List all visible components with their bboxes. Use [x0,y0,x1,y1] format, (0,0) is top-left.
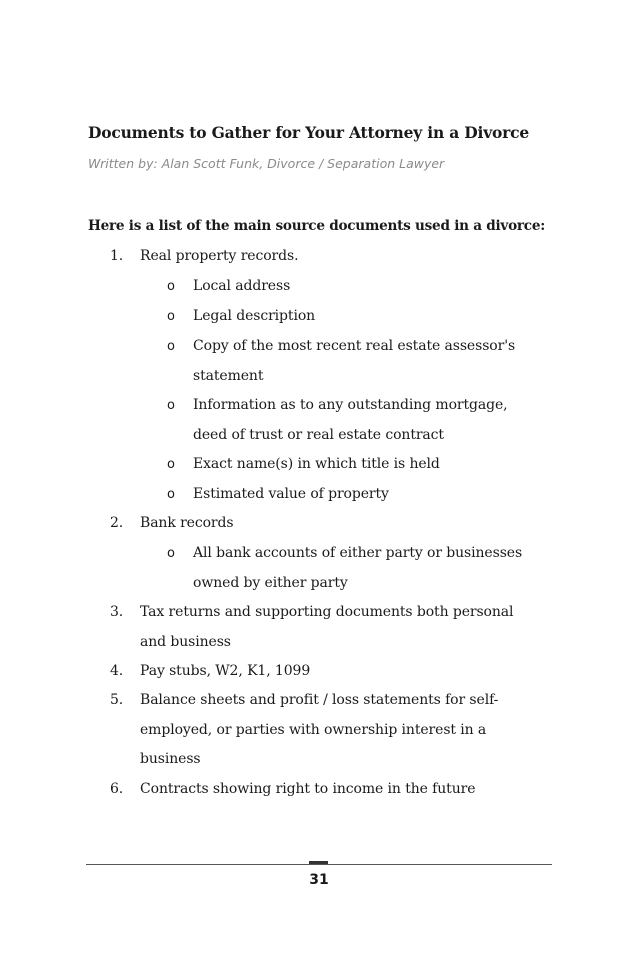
bullet-marker: o [167,398,175,413]
list-item-text: Pay stubs, W2, K1, 1099 [140,663,311,679]
bullet-text: Local address [193,278,291,294]
bullet-text-continuation: owned by either party [193,575,348,591]
footer-rule-tab [309,861,328,864]
bullet-text: Legal description [193,308,316,324]
list-item-continuation: employed, or parties with ownership interest in a [140,722,487,738]
intro-heading: Here is a list of the main source documents used in a divorce: [88,218,546,234]
bullet-marker: o [167,457,175,472]
bullet-marker: o [167,487,175,502]
list-item-text: Balance sheets and profit / loss statements for self- [140,692,499,708]
bullet-marker: o [167,309,175,324]
list-number: 4. [110,663,124,679]
footer-rule [86,864,552,865]
list-item-continuation: and business [140,634,231,650]
list-number: 6. [110,781,124,797]
bullet-text-continuation: statement [193,368,264,384]
bullet-text: Information as to any outstanding mortgage, [193,397,508,413]
bullet-marker: o [167,279,175,294]
bullet-text: Copy of the most recent real estate assessor's [193,338,516,354]
list-number: 2. [110,515,124,531]
bullet-text-continuation: deed of trust or real estate contract [193,427,444,443]
bullet-text: Estimated value of property [193,486,389,502]
list-number: 1. [110,248,124,264]
list-item-text: Real property records. [140,248,299,264]
bullet-text: All bank accounts of either party or businesses [193,545,523,561]
list-item-text: Tax returns and supporting documents both personal [140,604,514,620]
document-title: Documents to Gather for Your Attorney in a Divorce [88,123,530,142]
list-number: 5. [110,692,124,708]
list-item-text: Bank records [140,515,234,531]
author-byline: Written by: Alan Scott Funk, Divorce / Separation Lawyer [88,156,445,171]
list-item-continuation: business [140,751,201,767]
page-number: 31 [309,872,329,888]
list-item-text: Contracts showing right to income in the future [140,781,476,797]
bullet-marker: o [167,339,175,354]
bullet-marker: o [167,546,175,561]
list-number: 3. [110,604,124,620]
bullet-text: Exact name(s) in which title is held [193,456,440,472]
